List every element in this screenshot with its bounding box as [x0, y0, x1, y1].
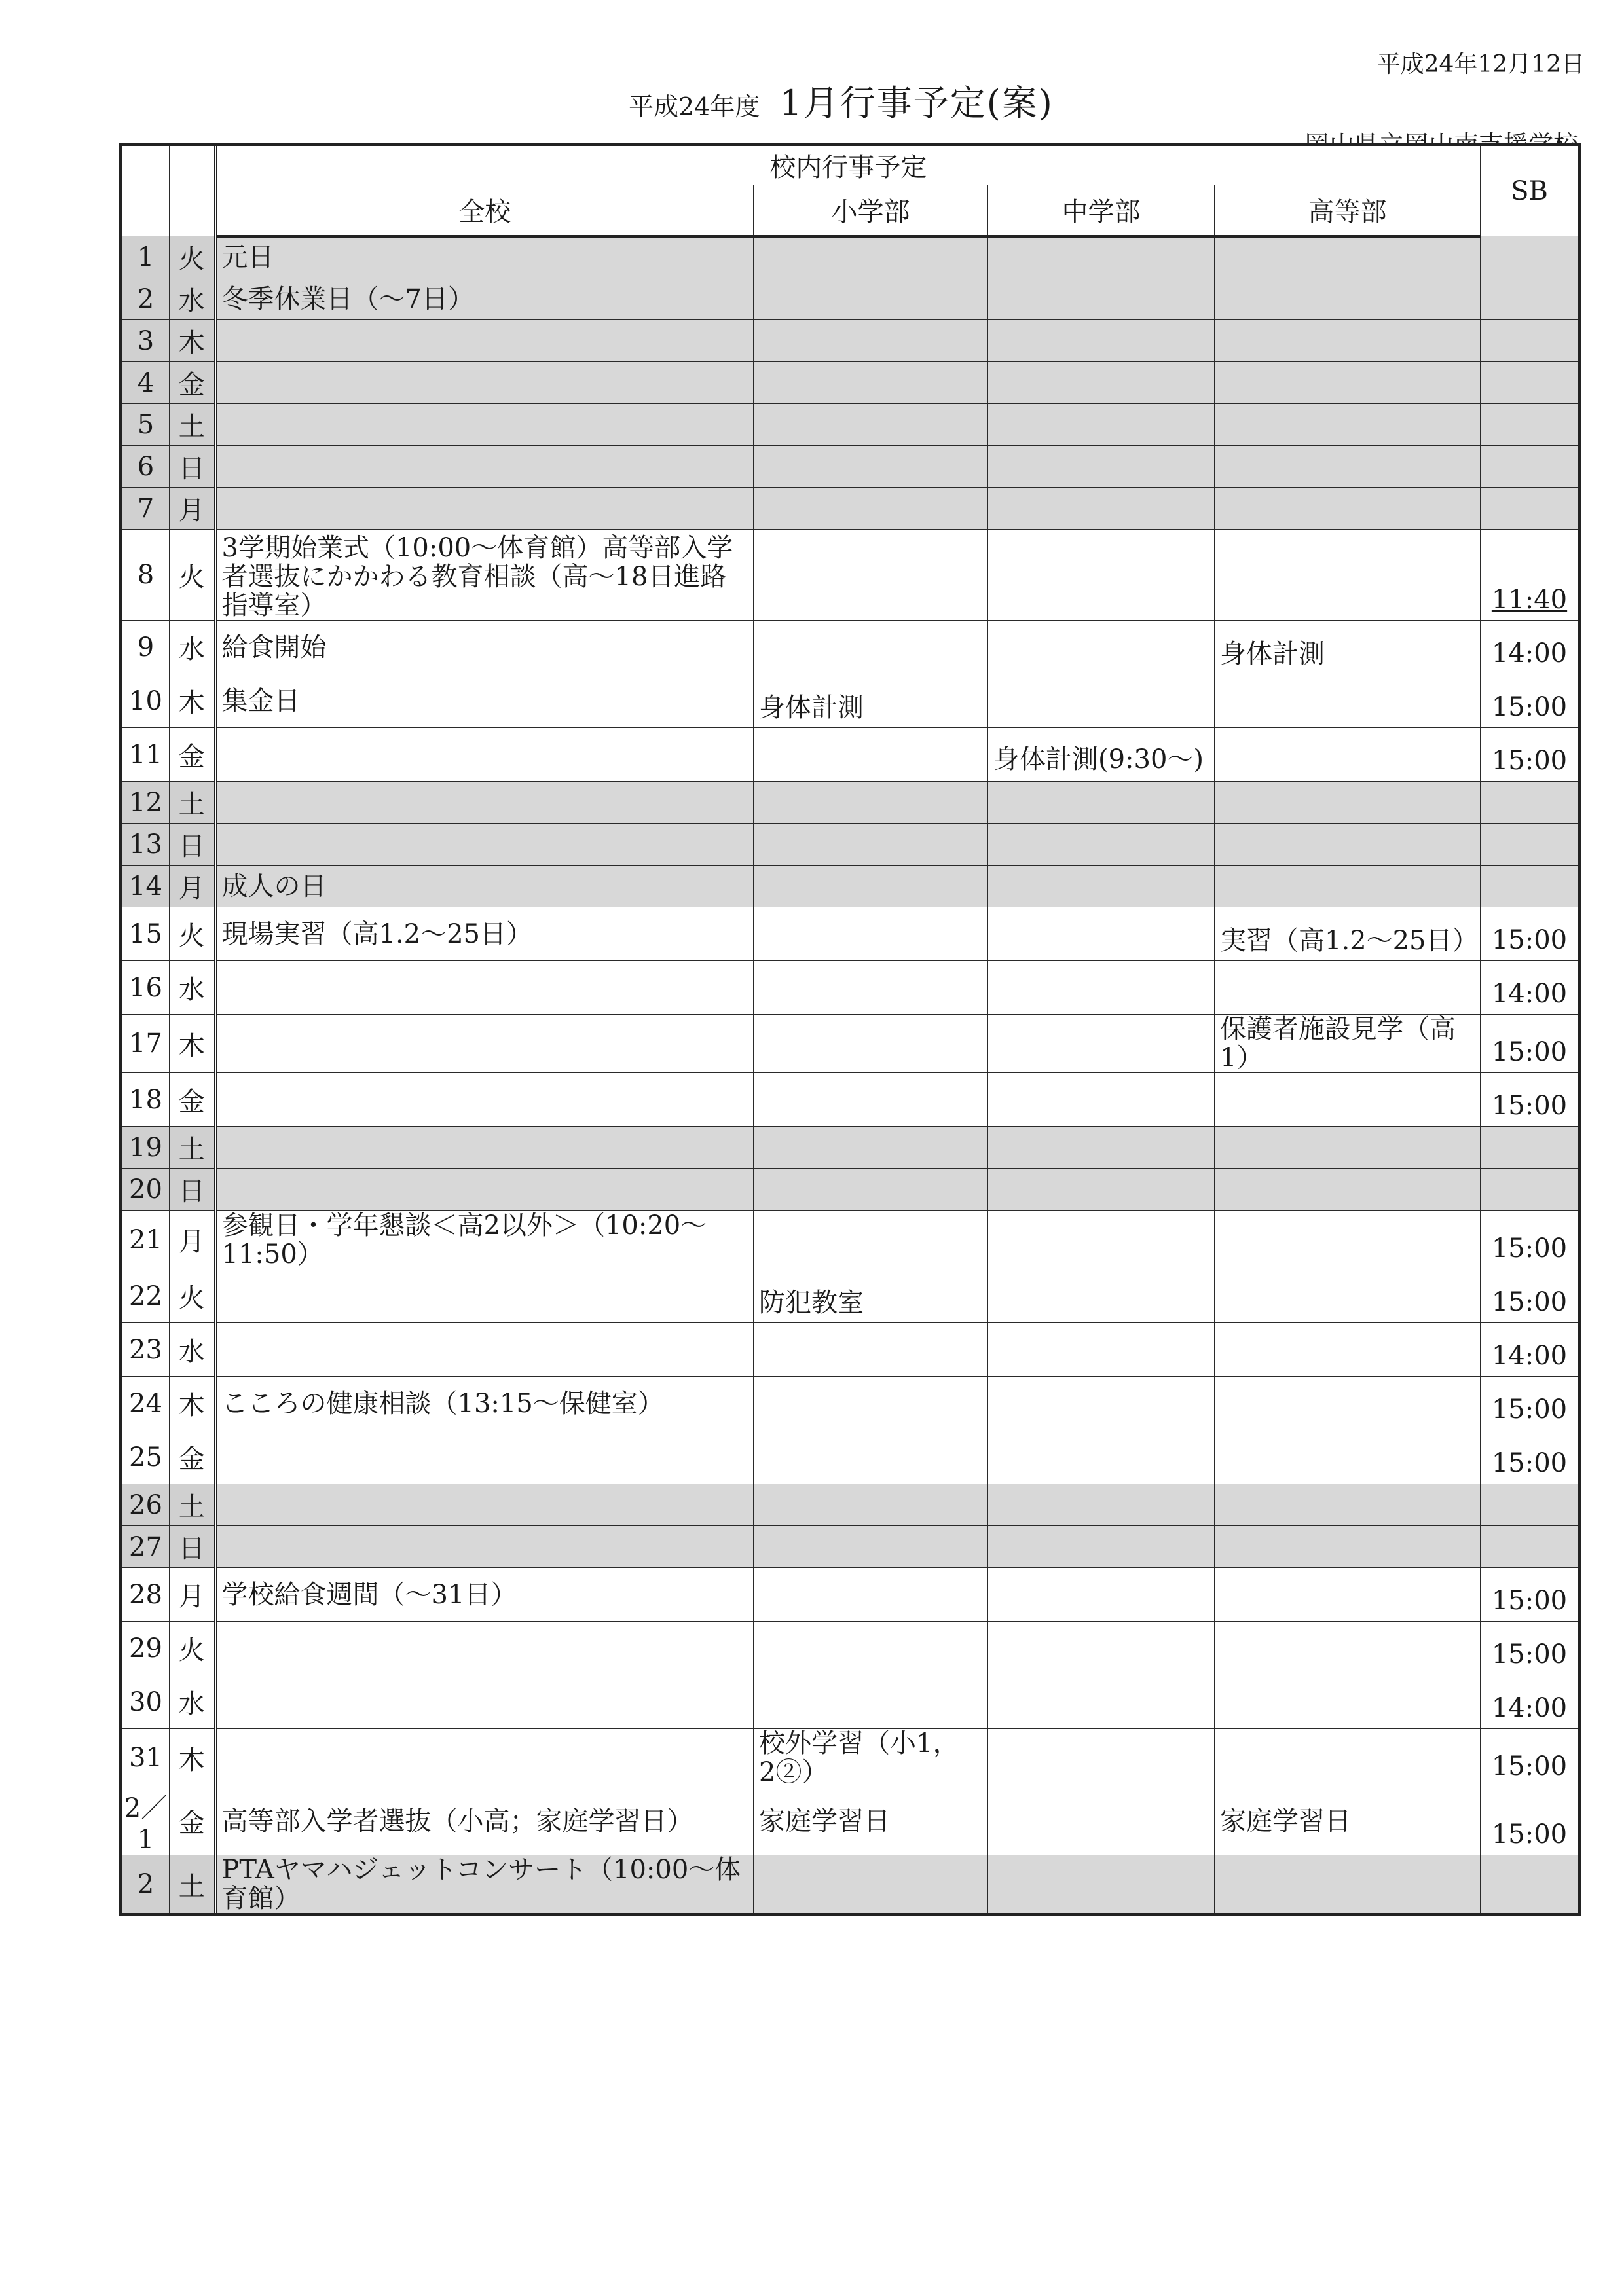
- table-row: [121, 728, 1580, 782]
- elementary-cell: [754, 1211, 988, 1269]
- elementary-cell: [754, 404, 988, 446]
- table-row: [121, 1269, 1580, 1323]
- all-school-cell: 元日: [215, 236, 754, 278]
- high-school-cell: [1215, 530, 1481, 621]
- junior-high-cell: [988, 1015, 1215, 1073]
- all-school-cell: [215, 1430, 754, 1484]
- high-school-cell: 身体計測: [1215, 621, 1481, 674]
- table-row: [121, 1484, 1580, 1526]
- junior-high-cell: [988, 1323, 1215, 1377]
- dow-cell: 金: [170, 1430, 215, 1484]
- all-school-cell: [215, 1073, 754, 1127]
- day-cell: 28: [121, 1568, 170, 1622]
- header-elementary: 小学部: [754, 185, 988, 236]
- dow-cell: 水: [170, 278, 215, 320]
- high-school-cell: 実習（高1.2～25日）: [1215, 907, 1481, 961]
- elementary-cell: [754, 961, 988, 1015]
- day-cell: 18: [121, 1073, 170, 1127]
- table-row: [121, 488, 1580, 530]
- day-cell: 2: [121, 278, 170, 320]
- elementary-cell: [754, 1622, 988, 1675]
- dow-cell: 日: [170, 824, 215, 866]
- day-cell: 17: [121, 1015, 170, 1073]
- table-row: [121, 278, 1580, 320]
- table-row: [121, 866, 1580, 907]
- day-cell: 21: [121, 1211, 170, 1269]
- elementary-cell: [754, 1377, 988, 1430]
- header-row-1: [121, 145, 1580, 185]
- all-school-cell: [215, 728, 754, 782]
- table-row: [121, 621, 1580, 674]
- junior-high-cell: [988, 1568, 1215, 1622]
- sb-cell: [1481, 362, 1580, 404]
- junior-high-cell: [988, 782, 1215, 824]
- day-cell: 14: [121, 866, 170, 907]
- table-row: [121, 530, 1580, 621]
- all-school-cell: [215, 1675, 754, 1729]
- all-school-cell: こころの健康相談（13:15～保健室）: [215, 1377, 754, 1430]
- day-cell: 19: [121, 1127, 170, 1169]
- junior-high-cell: [988, 674, 1215, 728]
- dow-cell: 水: [170, 1675, 215, 1729]
- table-row: [121, 1622, 1580, 1675]
- table-row: [121, 1377, 1580, 1430]
- dow-cell: 土: [170, 782, 215, 824]
- all-school-cell: [215, 320, 754, 362]
- table-row: [121, 320, 1580, 362]
- dow-cell: 金: [170, 728, 215, 782]
- day-cell: 2: [121, 1855, 170, 1915]
- sb-cell: [1481, 782, 1580, 824]
- high-school-cell: [1215, 1484, 1481, 1526]
- table-row: [121, 674, 1580, 728]
- all-school-cell: PTAヤマハジェットコンサート（10:00～体育館）: [215, 1855, 754, 1915]
- high-school-cell: [1215, 236, 1481, 278]
- elementary-cell: [754, 1015, 988, 1073]
- high-school-cell: [1215, 488, 1481, 530]
- day-cell: 5: [121, 404, 170, 446]
- high-school-cell: [1215, 1127, 1481, 1169]
- junior-high-cell: [988, 961, 1215, 1015]
- high-school-cell: [1215, 961, 1481, 1015]
- sb-cell: [1481, 446, 1580, 488]
- table-row: [121, 362, 1580, 404]
- table-row: [121, 1015, 1580, 1073]
- header-all-school: 全校: [215, 185, 754, 236]
- day-cell: 8: [121, 530, 170, 621]
- dow-cell: 月: [170, 1211, 215, 1269]
- day-cell: 11: [121, 728, 170, 782]
- day-cell: 23: [121, 1323, 170, 1377]
- high-school-cell: [1215, 1377, 1481, 1430]
- sb-cell: 15:00: [1481, 1015, 1580, 1073]
- all-school-cell: 参観日・学年懇談＜高2以外＞（10:20～11:50）: [215, 1211, 754, 1269]
- dow-cell: 水: [170, 961, 215, 1015]
- table-row: [121, 961, 1580, 1015]
- all-school-cell: 学校給食週間（～31日）: [215, 1568, 754, 1622]
- sb-cell: 14:00: [1481, 1323, 1580, 1377]
- elementary-cell: [754, 320, 988, 362]
- junior-high-cell: [988, 278, 1215, 320]
- high-school-cell: [1215, 1169, 1481, 1211]
- day-cell: 2／1: [121, 1787, 170, 1855]
- dow-cell: 木: [170, 1377, 215, 1430]
- dow-cell: 水: [170, 621, 215, 674]
- schedule-table: [119, 143, 1581, 1916]
- dow-cell: 火: [170, 1622, 215, 1675]
- day-cell: 16: [121, 961, 170, 1015]
- all-school-cell: [215, 404, 754, 446]
- sb-cell: [1481, 1127, 1580, 1169]
- high-school-cell: [1215, 1073, 1481, 1127]
- dow-cell: 土: [170, 404, 215, 446]
- high-school-cell: [1215, 278, 1481, 320]
- junior-high-cell: [988, 1269, 1215, 1323]
- elementary-cell: [754, 824, 988, 866]
- sb-cell: [1481, 1484, 1580, 1526]
- junior-high-cell: [988, 1430, 1215, 1484]
- junior-high-cell: [988, 1484, 1215, 1526]
- high-school-cell: [1215, 446, 1481, 488]
- elementary-cell: 校外学習（小1，2②）: [754, 1729, 988, 1787]
- high-school-cell: [1215, 1568, 1481, 1622]
- dow-cell: 火: [170, 236, 215, 278]
- table-row: [121, 404, 1580, 446]
- elementary-cell: [754, 362, 988, 404]
- all-school-cell: 冬季休業日（～7日）: [215, 278, 754, 320]
- sb-cell: 15:00: [1481, 1568, 1580, 1622]
- junior-high-cell: [988, 362, 1215, 404]
- table-row: [121, 782, 1580, 824]
- dow-cell: 土: [170, 1127, 215, 1169]
- junior-high-cell: [988, 446, 1215, 488]
- elementary-cell: [754, 1568, 988, 1622]
- junior-high-cell: [988, 1377, 1215, 1430]
- table-row: [121, 1855, 1580, 1915]
- dow-cell: 火: [170, 1269, 215, 1323]
- junior-high-cell: [988, 236, 1215, 278]
- day-cell: 9: [121, 621, 170, 674]
- sb-cell: 14:00: [1481, 961, 1580, 1015]
- dow-cell: 水: [170, 1323, 215, 1377]
- sb-cell: [1481, 866, 1580, 907]
- all-school-cell: [215, 1323, 754, 1377]
- day-cell: 1: [121, 236, 170, 278]
- elementary-cell: 防犯教室: [754, 1269, 988, 1323]
- header-group: 校内行事予定: [215, 145, 1481, 185]
- header-junior-high: 中学部: [988, 185, 1215, 236]
- junior-high-cell: [988, 530, 1215, 621]
- elementary-cell: [754, 1323, 988, 1377]
- elementary-cell: [754, 236, 988, 278]
- table-row: [121, 1729, 1580, 1787]
- elementary-cell: [754, 866, 988, 907]
- all-school-cell: [215, 1127, 754, 1169]
- table-row: [121, 824, 1580, 866]
- high-school-cell: [1215, 782, 1481, 824]
- junior-high-cell: [988, 320, 1215, 362]
- day-cell: 24: [121, 1377, 170, 1430]
- all-school-cell: [215, 1484, 754, 1526]
- all-school-cell: [215, 1169, 754, 1211]
- table-row: [121, 446, 1580, 488]
- dow-cell: 日: [170, 1526, 215, 1568]
- dow-cell: 土: [170, 1855, 215, 1915]
- elementary-cell: 家庭学習日: [754, 1787, 988, 1855]
- dow-cell: 金: [170, 362, 215, 404]
- dow-cell: 月: [170, 1568, 215, 1622]
- sb-cell: 15:00: [1481, 1787, 1580, 1855]
- sb-cell: 15:00: [1481, 1622, 1580, 1675]
- day-cell: 15: [121, 907, 170, 961]
- document-title: [629, 75, 1120, 126]
- elementary-cell: [754, 1484, 988, 1526]
- elementary-cell: [754, 782, 988, 824]
- junior-high-cell: 身体計測(9:30～): [988, 728, 1215, 782]
- high-school-cell: [1215, 1622, 1481, 1675]
- junior-high-cell: [988, 1526, 1215, 1568]
- header-sb: SB: [1481, 145, 1580, 236]
- day-cell: 22: [121, 1269, 170, 1323]
- sb-cell: [1481, 278, 1580, 320]
- table-row: [121, 1169, 1580, 1211]
- day-cell: 30: [121, 1675, 170, 1729]
- sb-cell: 14:00: [1481, 1675, 1580, 1729]
- dow-cell: 木: [170, 674, 215, 728]
- header-blank-dow: [170, 145, 215, 236]
- day-cell: 29: [121, 1622, 170, 1675]
- all-school-cell: [215, 1269, 754, 1323]
- sb-cell: [1481, 824, 1580, 866]
- junior-high-cell: [988, 404, 1215, 446]
- elementary-cell: [754, 1855, 988, 1915]
- high-school-cell: [1215, 362, 1481, 404]
- elementary-cell: [754, 488, 988, 530]
- title-main: 1月行事予定(案): [779, 82, 1054, 124]
- title-fiscal-year: 平成24年度: [629, 92, 760, 121]
- elementary-cell: [754, 907, 988, 961]
- sb-cell: 15:00: [1481, 1211, 1580, 1269]
- all-school-cell: 3学期始業式（10:00～体育館）高等部入学者選抜にかかわる教育相談（高～18日進路指導室）: [215, 530, 754, 621]
- table-row: [121, 1073, 1580, 1127]
- table-row: [121, 1675, 1580, 1729]
- all-school-cell: [215, 961, 754, 1015]
- day-cell: 4: [121, 362, 170, 404]
- dow-cell: 火: [170, 530, 215, 621]
- all-school-cell: [215, 362, 754, 404]
- elementary-cell: [754, 1675, 988, 1729]
- junior-high-cell: [988, 1729, 1215, 1787]
- junior-high-cell: [988, 1211, 1215, 1269]
- dow-cell: 月: [170, 866, 215, 907]
- all-school-cell: 集金日: [215, 674, 754, 728]
- dow-cell: 金: [170, 1787, 215, 1855]
- elementary-cell: [754, 1127, 988, 1169]
- sb-cell: [1481, 404, 1580, 446]
- table-row: [121, 907, 1580, 961]
- header-blank-day: [121, 145, 170, 236]
- all-school-cell: 成人の日: [215, 866, 754, 907]
- day-cell: 13: [121, 824, 170, 866]
- dow-cell: 日: [170, 446, 215, 488]
- high-school-cell: [1215, 1323, 1481, 1377]
- elementary-cell: [754, 728, 988, 782]
- elementary-cell: [754, 1073, 988, 1127]
- junior-high-cell: [988, 621, 1215, 674]
- table-row: [121, 1526, 1580, 1568]
- day-cell: 31: [121, 1729, 170, 1787]
- junior-high-cell: [988, 1855, 1215, 1915]
- day-cell: 25: [121, 1430, 170, 1484]
- day-cell: 7: [121, 488, 170, 530]
- sb-cell: [1481, 1855, 1580, 1915]
- high-school-cell: [1215, 674, 1481, 728]
- all-school-cell: [215, 782, 754, 824]
- day-cell: 27: [121, 1526, 170, 1568]
- sb-cell: 11:40: [1481, 530, 1580, 621]
- junior-high-cell: [988, 1675, 1215, 1729]
- junior-high-cell: [988, 866, 1215, 907]
- junior-high-cell: [988, 1622, 1215, 1675]
- sb-cell: [1481, 320, 1580, 362]
- sb-cell: [1481, 488, 1580, 530]
- high-school-cell: [1215, 1855, 1481, 1915]
- junior-high-cell: [988, 907, 1215, 961]
- sb-cell: [1481, 1526, 1580, 1568]
- table-row: [121, 1127, 1580, 1169]
- sb-cell: 15:00: [1481, 1430, 1580, 1484]
- all-school-cell: 現場実習（高1.2～25日）: [215, 907, 754, 961]
- high-school-cell: [1215, 728, 1481, 782]
- day-cell: 3: [121, 320, 170, 362]
- high-school-cell: [1215, 1675, 1481, 1729]
- all-school-cell: [215, 1526, 754, 1568]
- header-row-2: [121, 185, 1580, 236]
- sb-cell: [1481, 236, 1580, 278]
- high-school-cell: [1215, 320, 1481, 362]
- dow-cell: 日: [170, 1169, 215, 1211]
- all-school-cell: [215, 1015, 754, 1073]
- sb-cell: 14:00: [1481, 621, 1580, 674]
- dow-cell: 木: [170, 1729, 215, 1787]
- elementary-cell: [754, 621, 988, 674]
- table-row: [121, 1787, 1580, 1855]
- elementary-cell: [754, 530, 988, 621]
- high-school-cell: [1215, 404, 1481, 446]
- table-row: [121, 236, 1580, 278]
- dow-cell: 木: [170, 1015, 215, 1073]
- sb-cell: 15:00: [1481, 1729, 1580, 1787]
- all-school-cell: [215, 1729, 754, 1787]
- table-row: [121, 1568, 1580, 1622]
- elementary-cell: 身体計測: [754, 674, 988, 728]
- elementary-cell: [754, 1526, 988, 1568]
- day-cell: 26: [121, 1484, 170, 1526]
- day-cell: 20: [121, 1169, 170, 1211]
- high-school-cell: [1215, 1211, 1481, 1269]
- junior-high-cell: [988, 1127, 1215, 1169]
- high-school-cell: 保護者施設見学（高1）: [1215, 1015, 1481, 1073]
- sb-cell: 15:00: [1481, 674, 1580, 728]
- junior-high-cell: [988, 488, 1215, 530]
- all-school-cell: 高等部入学者選抜（小高；家庭学習日）: [215, 1787, 754, 1855]
- table-row: [121, 1430, 1580, 1484]
- elementary-cell: [754, 1430, 988, 1484]
- sb-cell: 15:00: [1481, 1377, 1580, 1430]
- junior-high-cell: [988, 1787, 1215, 1855]
- dow-cell: 金: [170, 1073, 215, 1127]
- header-high-school: 高等部: [1215, 185, 1481, 236]
- junior-high-cell: [988, 1073, 1215, 1127]
- junior-high-cell: [988, 824, 1215, 866]
- all-school-cell: [215, 824, 754, 866]
- all-school-cell: [215, 446, 754, 488]
- all-school-cell: [215, 1622, 754, 1675]
- sb-cell: 15:00: [1481, 1073, 1580, 1127]
- sb-cell: 15:00: [1481, 907, 1580, 961]
- high-school-cell: [1215, 1526, 1481, 1568]
- dow-cell: 木: [170, 320, 215, 362]
- day-cell: 6: [121, 446, 170, 488]
- dow-cell: 土: [170, 1484, 215, 1526]
- all-school-cell: 給食開始: [215, 621, 754, 674]
- high-school-cell: 家庭学習日: [1215, 1787, 1481, 1855]
- document-date: 平成24年12月12日: [1376, 51, 1585, 78]
- day-cell: 12: [121, 782, 170, 824]
- high-school-cell: [1215, 1729, 1481, 1787]
- day-cell: 10: [121, 674, 170, 728]
- table-row: [121, 1323, 1580, 1377]
- dow-cell: 火: [170, 907, 215, 961]
- high-school-cell: [1215, 1430, 1481, 1484]
- sb-cell: 15:00: [1481, 728, 1580, 782]
- junior-high-cell: [988, 1169, 1215, 1211]
- high-school-cell: [1215, 866, 1481, 907]
- elementary-cell: [754, 278, 988, 320]
- elementary-cell: [754, 1169, 988, 1211]
- high-school-cell: [1215, 824, 1481, 866]
- all-school-cell: [215, 488, 754, 530]
- sb-cell: [1481, 1169, 1580, 1211]
- high-school-cell: [1215, 1269, 1481, 1323]
- table-row: [121, 1211, 1580, 1269]
- sb-cell: 15:00: [1481, 1269, 1580, 1323]
- dow-cell: 月: [170, 488, 215, 530]
- elementary-cell: [754, 446, 988, 488]
